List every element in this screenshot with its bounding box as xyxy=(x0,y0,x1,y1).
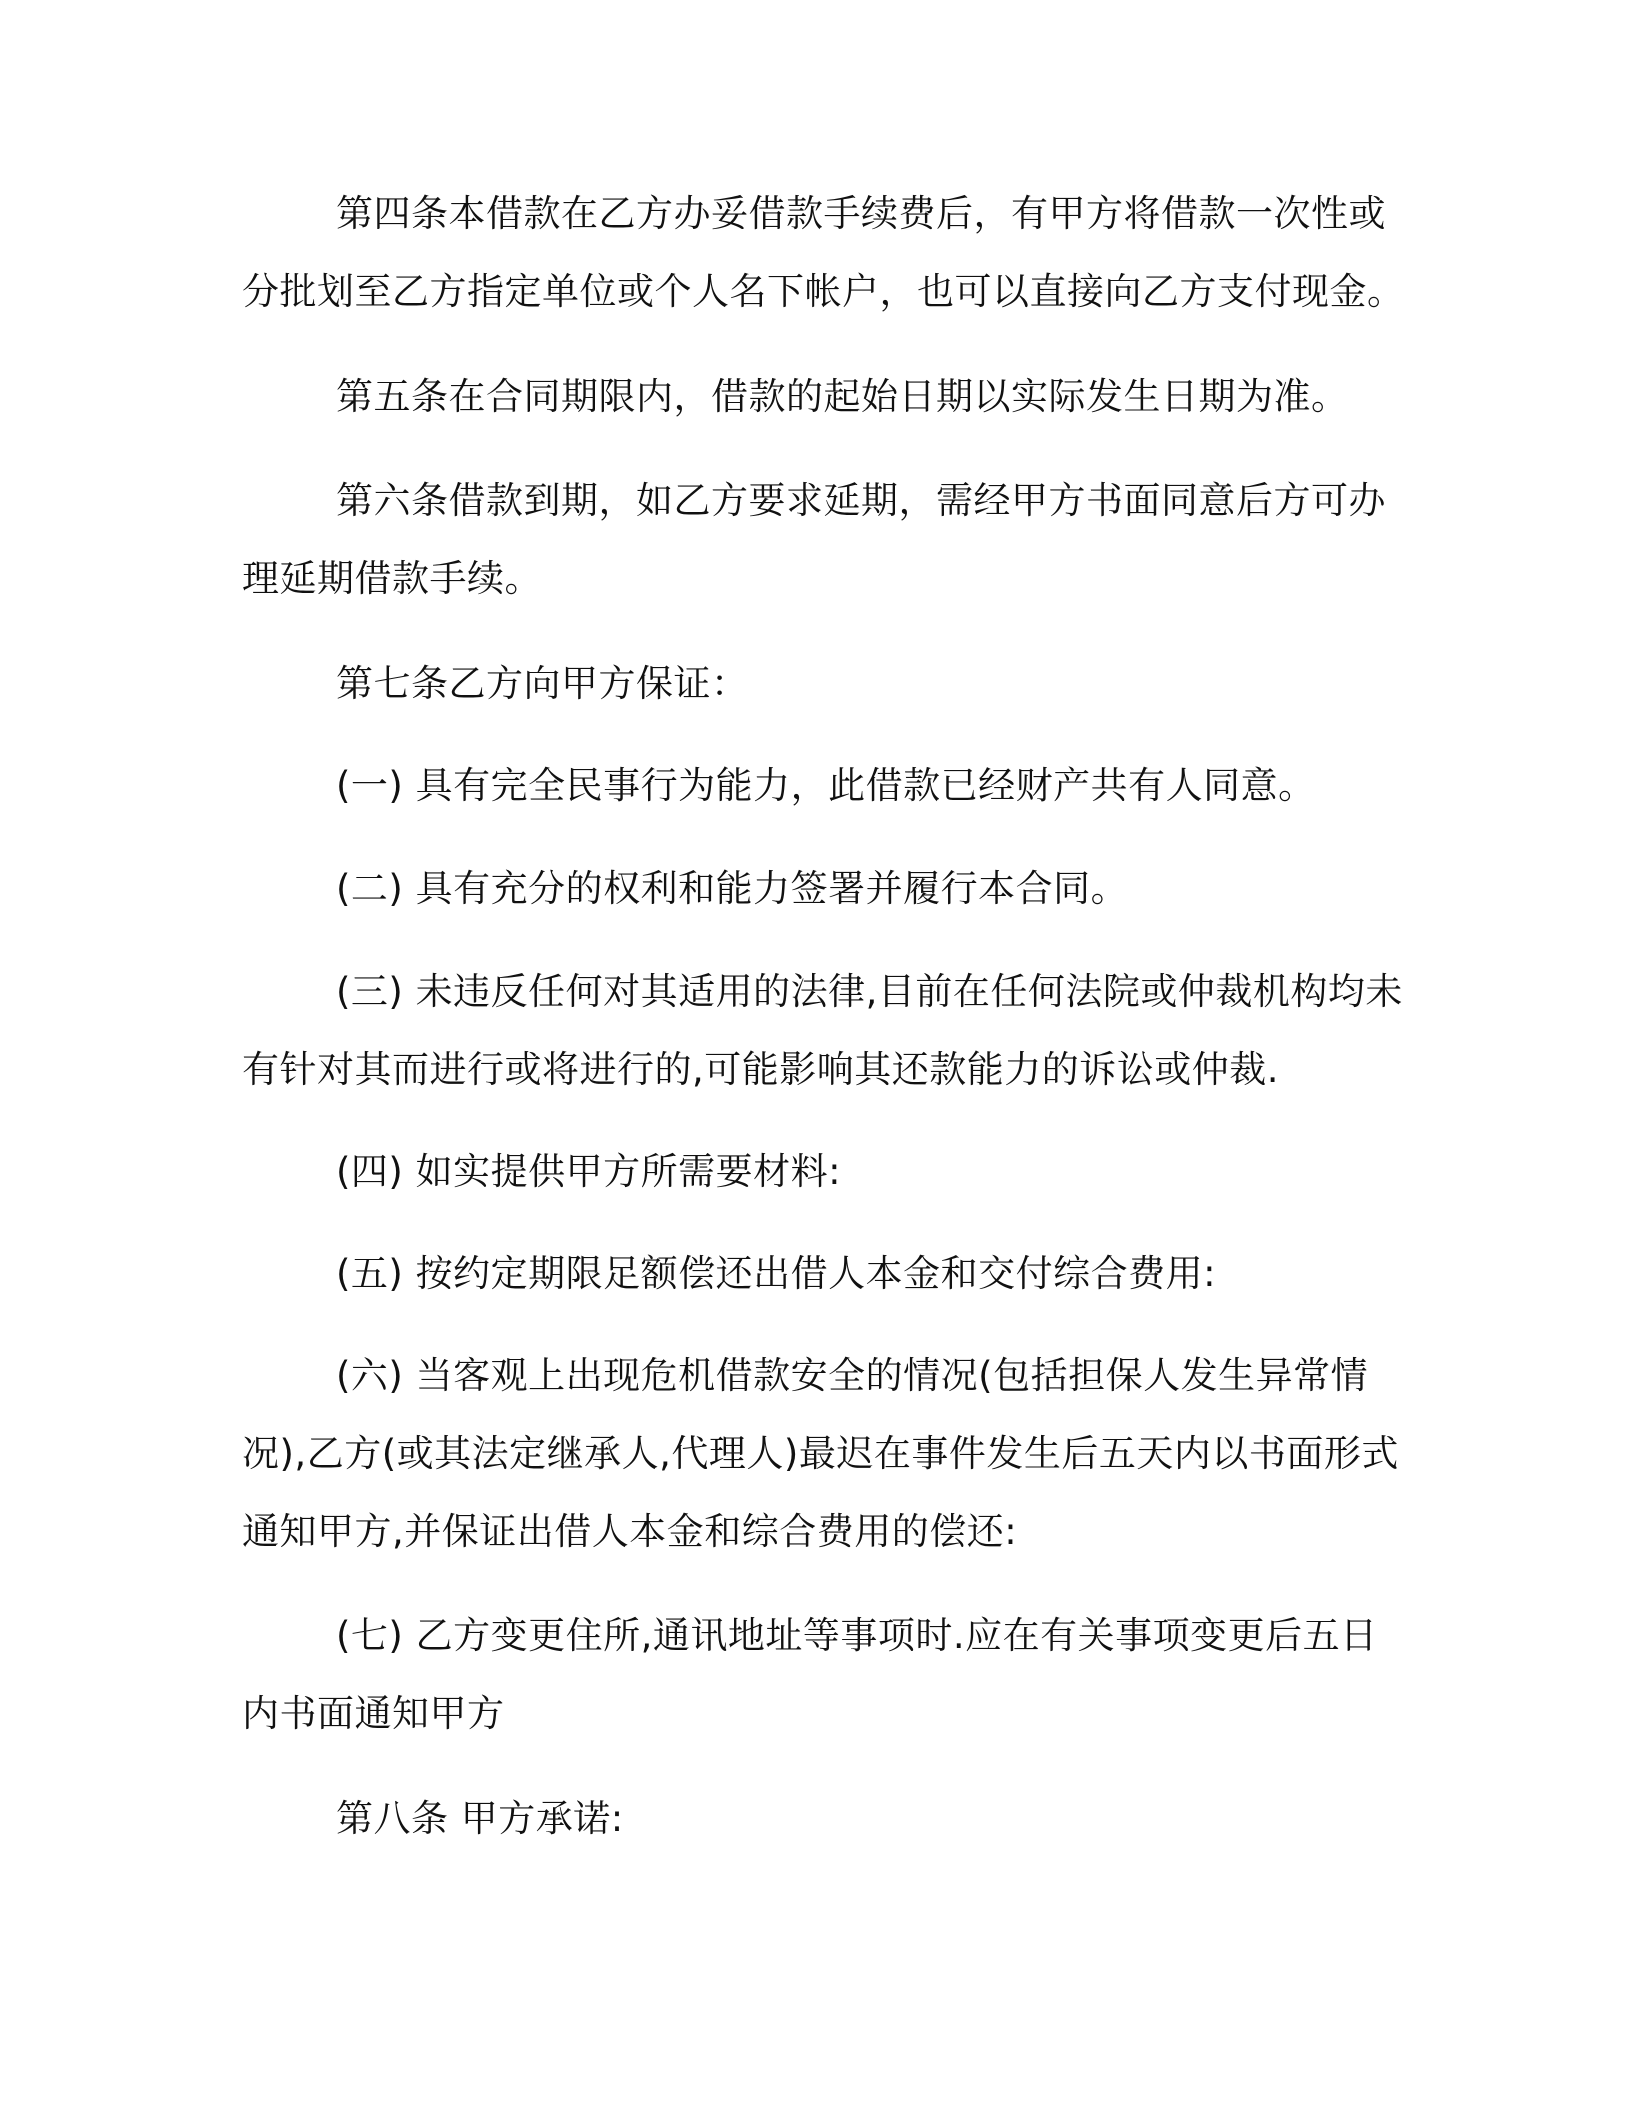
article-7-item-6 xyxy=(242,1337,1422,1571)
paragraph-line: 第六条借款到期，如乙方要求延期，需经甲方书面同意后方可办 xyxy=(336,479,1386,522)
article-7-item-1 xyxy=(242,747,1422,825)
paragraph-line: (五) 按约定期限足额偿还出借人本金和交付综合费用: xyxy=(336,1252,1217,1295)
paragraph-line: 分批划至乙方指定单位或个人名下帐户，也可以直接向乙方支付现金。 xyxy=(242,270,1405,313)
paragraph-line: 通知甲方,并保证出借人本金和综合费用的偿还: xyxy=(242,1510,1018,1553)
article-7-item-7 xyxy=(242,1597,1422,1753)
paragraph-line: 内书面通知甲方 xyxy=(242,1692,505,1735)
article-7-item-3 xyxy=(242,953,1422,1109)
paragraph-line: (二) 具有充分的权利和能力签署并履行本合同。 xyxy=(336,867,1129,910)
paragraph-line: 理延期借款手续。 xyxy=(242,557,542,600)
paragraph-line: 有针对其而进行或将进行的,可能影响其还款能力的诉讼或仲裁. xyxy=(242,1048,1280,1091)
article-7-heading xyxy=(242,645,1422,723)
article-6-paragraph xyxy=(242,462,1422,618)
article-7-item-5 xyxy=(242,1235,1422,1313)
article-7-item-4 xyxy=(242,1133,1422,1211)
paragraph-line: (四) 如实提供甲方所需要材料: xyxy=(336,1150,842,1193)
paragraph-line: (七) 乙方变更住所,通讯地址等事项时.应在有关事项变更后五日 xyxy=(336,1614,1378,1657)
article-4-paragraph xyxy=(242,175,1422,331)
article-7-item-2 xyxy=(242,850,1422,928)
article-8-heading xyxy=(242,1780,1422,1858)
article-5-paragraph xyxy=(242,358,1422,436)
paragraph-line: 第七条乙方向甲方保证： xyxy=(336,662,749,705)
paragraph-line: 第四条本借款在乙方办妥借款手续费后，有甲方将借款一次性或 xyxy=(336,192,1386,235)
paragraph-line: 第五条在合同期限内，借款的起始日期以实际发生日期为准。 xyxy=(336,375,1349,418)
paragraph-line: 第八条 甲方承诺: xyxy=(336,1797,624,1840)
paragraph-line: (六) 当客观上出现危机借款安全的情况(包括担保人发生异常情 xyxy=(336,1354,1369,1397)
paragraph-line: (一) 具有完全民事行为能力，此借款已经财产共有人同意。 xyxy=(336,764,1316,807)
paragraph-line: 况),乙方(或其法定继承人,代理人)最迟在事件发生后五天内以书面形式 xyxy=(242,1432,1399,1475)
paragraph-line: (三) 未违反任何对其适用的法律,目前在任何法院或仲裁机构均未 xyxy=(336,970,1403,1013)
